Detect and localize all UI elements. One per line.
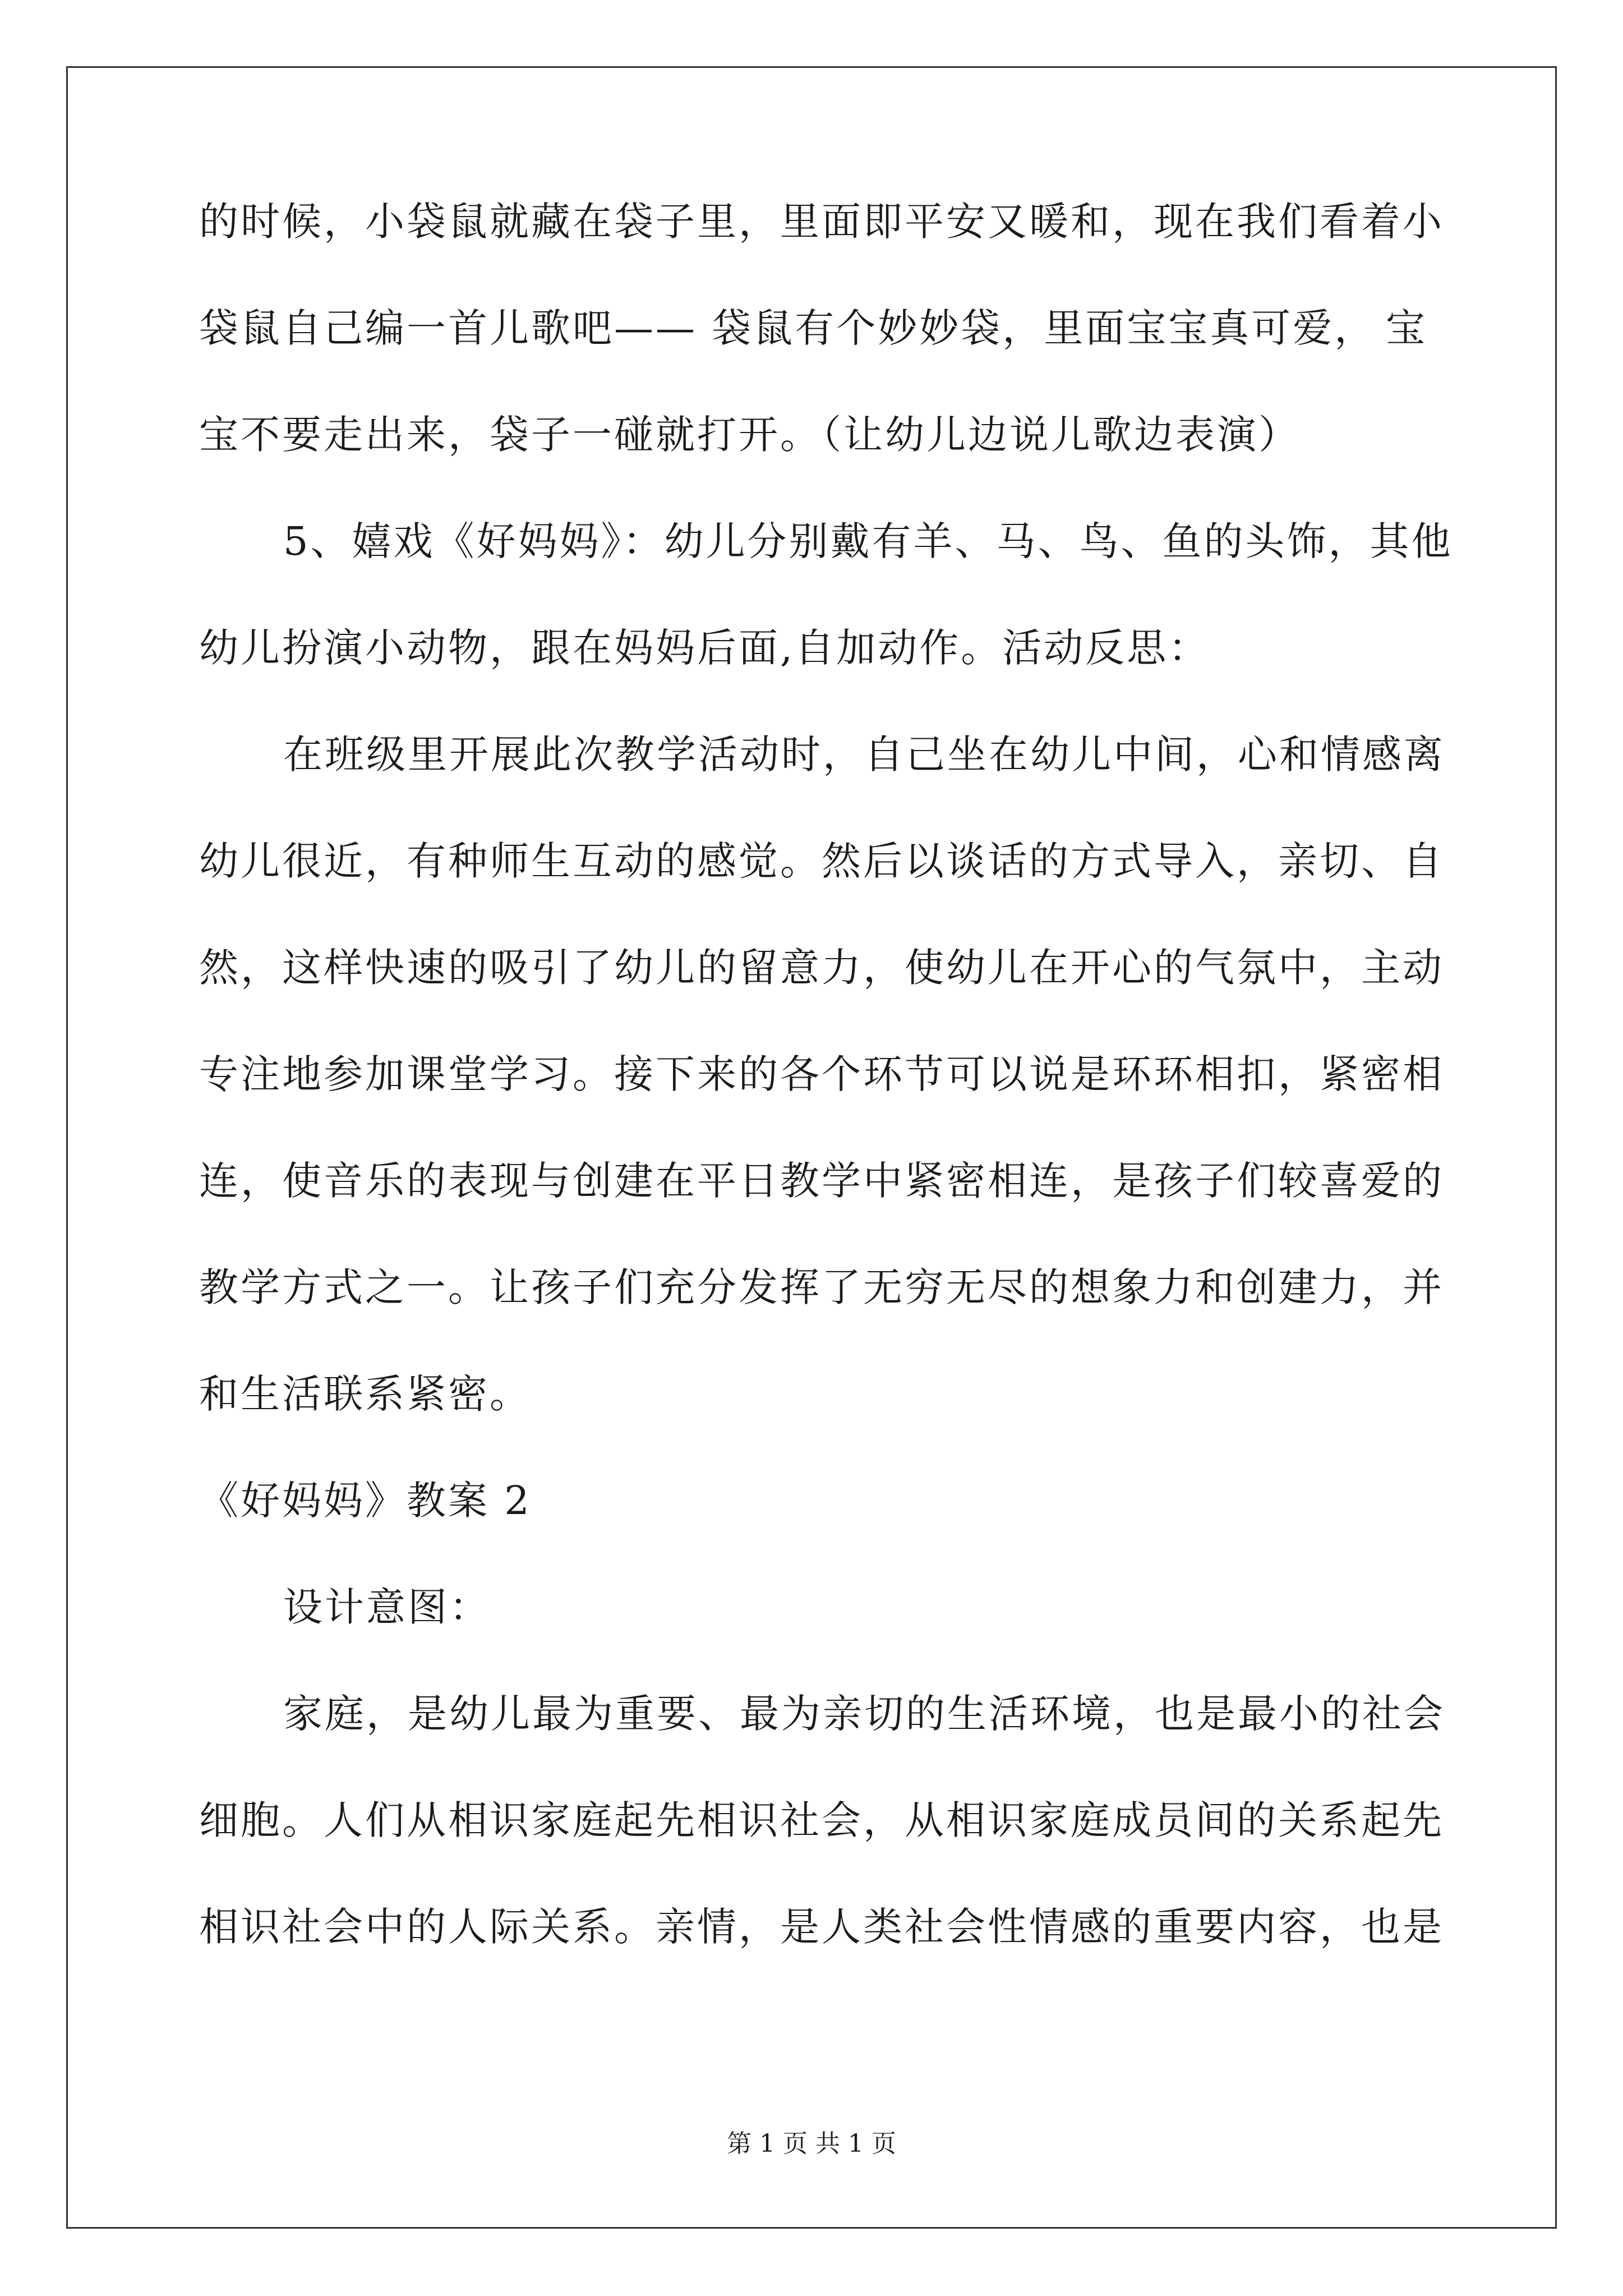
paragraph-start: 设计意图：	[283, 1584, 491, 1630]
text-line	[199, 305, 1427, 351]
text-line: 相识社会中的人际关系。亲情，是人类社会性情感的重要内容，也是	[199, 1904, 1444, 1950]
paragraph-start: 在班级里开展此次教学活动时，自己坐在幼儿中间，心和情感离	[283, 731, 1445, 777]
text-segment: 袋鼠自己编一首儿歌吧—— 袋鼠有个妙妙袋，里面宝宝真可爱，	[199, 305, 1376, 351]
text-line: 教学方式之一。让孩子们充分发挥了无穷无尽的想象力和创建力，并	[199, 1264, 1444, 1310]
text-segment: 宝	[1386, 305, 1427, 351]
paragraph-start: 5、嬉戏《好妈妈》：幼儿分别戴有羊、马、鸟、鱼的头饰，其他	[283, 518, 1453, 564]
text-line: 的时候，小袋鼠就藏在袋子里，里面即平安又暖和，现在我们看着小	[199, 199, 1444, 245]
text-line: 幼儿很近，有种师生互动的感觉。然后以谈话的方式导入，亲切、自	[199, 838, 1444, 884]
page-footer: 第 1 页 共 1 页	[727, 2129, 896, 2158]
text-line: 细胞。人们从相识家庭起先相识社会，从相识家庭成员间的关系起先	[199, 1797, 1444, 1843]
text-line: 幼儿扮演小动物，跟在妈妈后面,自加动作。活动反思：	[199, 625, 1210, 671]
document-body	[199, 199, 1453, 2014]
paragraph-start: 家庭，是幼儿最为重要、最为亲切的生活环境，也是最小的社会	[283, 1691, 1445, 1737]
section-heading: 《好妈妈》教案 2	[199, 1478, 532, 1524]
text-line: 宝不要走出来，袋子一碰就打开。（让幼儿边说儿歌边表演）	[199, 412, 1300, 458]
text-line: 然，这样快速的吸引了幼儿的留意力，使幼儿在开心的气氛中，主动	[199, 945, 1444, 991]
text-line: 专注地参加课堂学习。接下来的各个环节可以说是环环相扣，紧密相	[199, 1051, 1444, 1097]
text-line: 连，使音乐的表现与创建在平日教学中紧密相连，是孩子们较喜爱的	[199, 1158, 1444, 1204]
text-line: 和生活联系紧密。	[199, 1371, 531, 1417]
